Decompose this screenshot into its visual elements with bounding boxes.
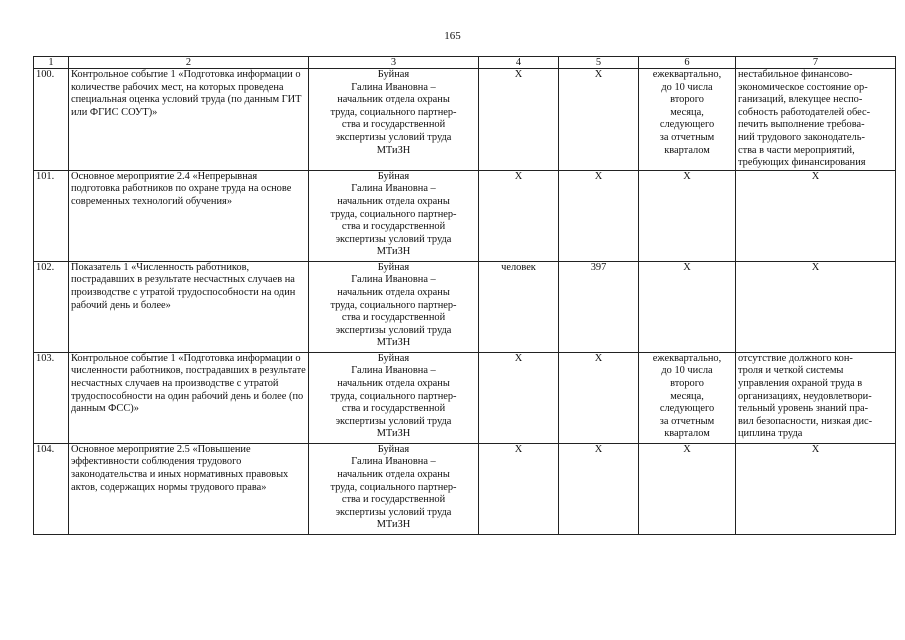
row-name: Контрольное событие 1 «Подготовка информации о численности работников, пострадавших в результате несчастных случаев на производстве с утратой трудоспособности на один рабочий день и более (по данным ФСС)»	[69, 352, 309, 443]
row-number: 100.	[34, 69, 69, 171]
row-deadline: ежеквартально, до 10 числа второго месяца, следующего за отчетным кварталом	[639, 69, 736, 171]
row-value: X	[559, 443, 639, 534]
row-value: X	[559, 352, 639, 443]
column-number: 2	[69, 57, 309, 69]
row-unit: X	[479, 352, 559, 443]
row-name: Контрольное событие 1 «Подготовка информации о количестве рабочих мест, на которых проведена специальная оценка условий труда (по данным ГИТ или ФГИС СОУТ)»	[69, 69, 309, 171]
table-row	[34, 443, 896, 534]
row-name: Основное мероприятие 2.4 «Непрерывная подготовка работников по охране труда на основе современных технологий обучения»	[69, 170, 309, 261]
row-responsible: Буйная Галина Ивановна – начальник отдела охраны труда, социального партнер- ства и государственной экспертизы условий труда МТиЗН	[309, 443, 479, 534]
row-responsible: Буйная Галина Ивановна – начальник отдела охраны труда, социального партнер- ства и государственной экспертизы условий труда МТиЗН	[309, 69, 479, 171]
column-number: 3	[309, 57, 479, 69]
column-number-row	[34, 57, 896, 69]
row-risks: X	[736, 170, 896, 261]
table-row	[34, 352, 896, 443]
column-number: 4	[479, 57, 559, 69]
row-deadline: X	[639, 261, 736, 352]
row-responsible: Буйная Галина Ивановна – начальник отдела охраны труда, социального партнер- ства и государственной экспертизы условий труда МТиЗН	[309, 170, 479, 261]
row-unit: X	[479, 69, 559, 171]
row-risks: X	[736, 443, 896, 534]
row-value: X	[559, 170, 639, 261]
page-number: 165	[444, 30, 461, 42]
row-name: Показатель 1 «Численность работников, пострадавших в результате несчастных случаев на производстве с утратой трудоспособности на один рабочий день и более»	[69, 261, 309, 352]
row-name: Основное мероприятие 2.5 «Повышение эффективности соблюдения трудового законодательства и иных нормативных правовых актов, содержащих нормы трудового права»	[69, 443, 309, 534]
row-unit: X	[479, 443, 559, 534]
row-value: 397	[559, 261, 639, 352]
row-unit: X	[479, 170, 559, 261]
column-number: 6	[639, 57, 736, 69]
row-responsible: Буйная Галина Ивановна – начальник отдела охраны труда, социального партнер- ства и государственной экспертизы условий труда МТиЗН	[309, 261, 479, 352]
document-table	[33, 56, 896, 535]
row-deadline: X	[639, 170, 736, 261]
row-deadline: ежеквартально, до 10 числа второго месяца, следующего за отчетным кварталом	[639, 352, 736, 443]
table-row	[34, 261, 896, 352]
column-number: 1	[34, 57, 69, 69]
row-risks: нестабильное финансово- экономическое состояние ор- ганизаций, влекущее неспо- собность работодателей обес- печить выполнение требова- ний трудового законодатель- ства в части мероприятий, требующих финансирования	[736, 69, 896, 171]
row-risks: отсутствие должного кон- троля и четкой системы управления охраной труда в организациях, неудовлетвори- тельный уровень знаний пра- вил безопасности, низкая дис- циплина труда	[736, 352, 896, 443]
table-row	[34, 170, 896, 261]
row-value: X	[559, 69, 639, 171]
row-number: 102.	[34, 261, 69, 352]
row-number: 104.	[34, 443, 69, 534]
row-deadline: X	[639, 443, 736, 534]
row-number: 101.	[34, 170, 69, 261]
column-number: 5	[559, 57, 639, 69]
table-row	[34, 69, 896, 171]
row-responsible: Буйная Галина Ивановна – начальник отдела охраны труда, социального партнер- ства и государственной экспертизы условий труда МТиЗН	[309, 352, 479, 443]
column-number: 7	[736, 57, 896, 69]
row-number: 103.	[34, 352, 69, 443]
row-unit: человек	[479, 261, 559, 352]
row-risks: X	[736, 261, 896, 352]
